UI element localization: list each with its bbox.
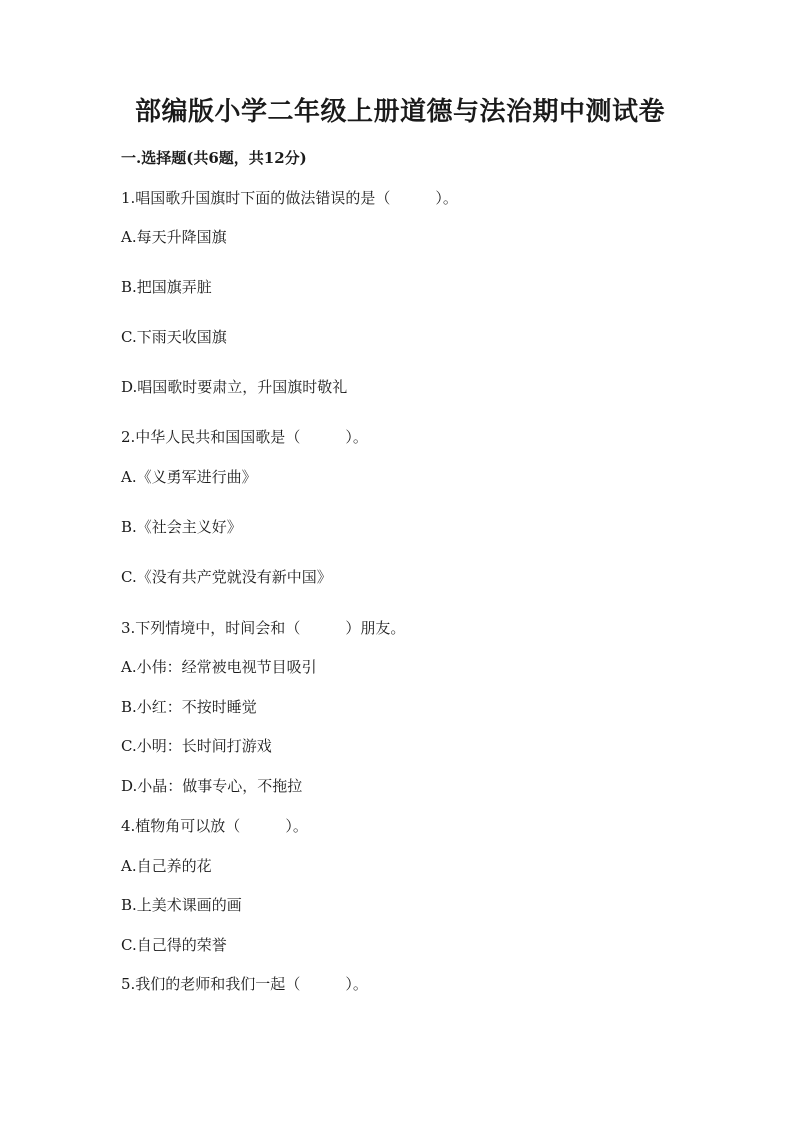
- question-4-option-b: B.上美术课画的画: [121, 896, 242, 914]
- question-3-option-c: C.小明：长时间打游戏: [121, 737, 272, 755]
- question-2-option-b: B.《社会主义好》: [121, 518, 242, 536]
- question-1-option-a: A.每天升降国旗: [121, 228, 227, 246]
- question-4-option-c: C.自己得的荣誉: [121, 936, 227, 954]
- question-5-stem: 5.我们的老师和我们一起（ ）。: [121, 975, 368, 993]
- question-1-option-b: B.把国旗弄脏: [121, 278, 212, 296]
- question-3-option-d: D.小晶：做事专心，不拖拉: [121, 777, 303, 795]
- question-1-option-c: C.下雨天收国旗: [121, 328, 227, 346]
- question-4-stem: 4.植物角可以放（ ）。: [121, 817, 308, 835]
- question-4-option-a: A.自己养的花: [121, 857, 212, 875]
- question-1-stem: 1.唱国歌升国旗时下面的做法错误的是（ ）。: [121, 189, 458, 207]
- question-3-option-b: B.小红：不按时睡觉: [121, 698, 257, 716]
- question-2-option-a: A.《义勇军进行曲》: [121, 468, 257, 486]
- question-2-stem: 2.中华人民共和国国歌是（ ）。: [121, 428, 368, 446]
- question-2-option-c: C.《没有共产党就没有新中国》: [121, 568, 332, 586]
- question-3-option-a: A.小伟：经常被电视节目吸引: [121, 658, 317, 676]
- section-heading: 一.选择题(共6题，共12分): [121, 149, 307, 167]
- question-1-option-d: D.唱国歌时要肃立，升国旗时敬礼: [121, 378, 348, 396]
- question-3-stem: 3.下列情境中，时间会和（ ）朋友。: [121, 619, 406, 637]
- page-title: 部编版小学二年级上册道德与法治期中测试卷: [134, 97, 665, 127]
